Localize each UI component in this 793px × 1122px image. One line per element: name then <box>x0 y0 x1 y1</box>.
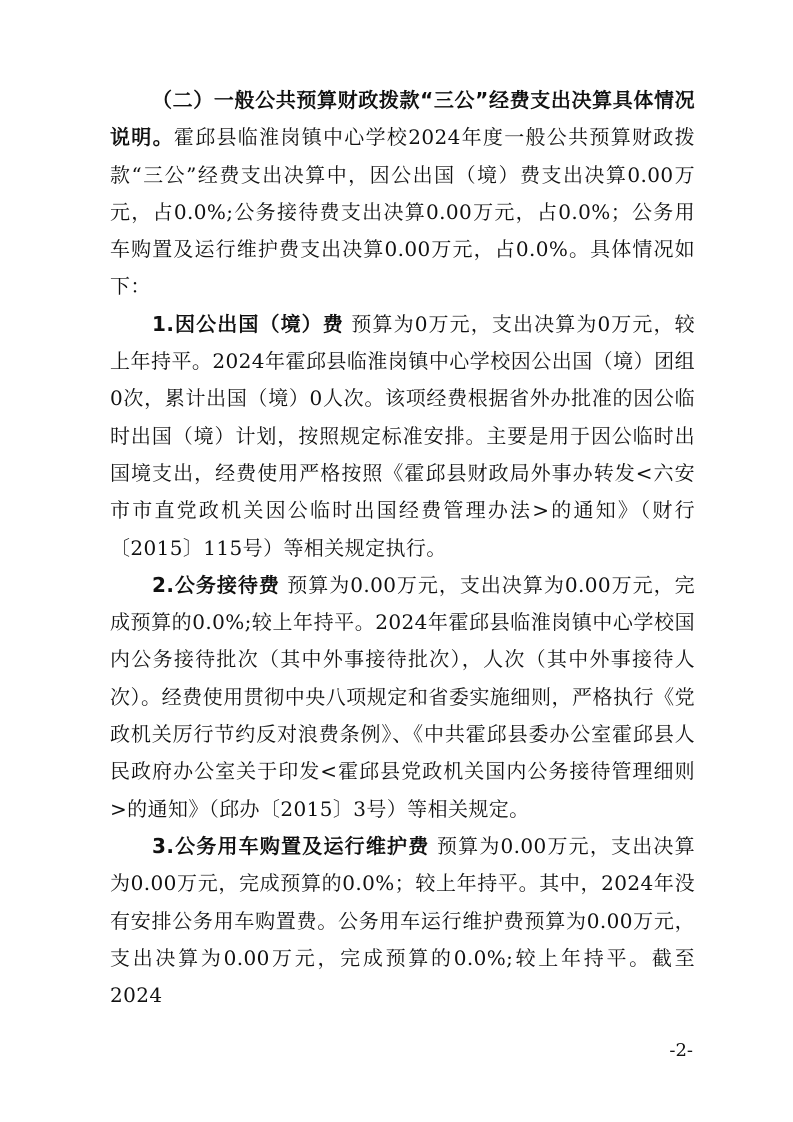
section-body: 霍邱县临淮岗镇中心学校2024年度一般公共预算财政拨款“三公”经费支出决算中，因公出国（境）费支出决算0.00万元，占0.0%;公务接待费支出决算0.00万元，占0.0%；公务用车购置及运行维护费支出决算0.00万元，占0.0%。具体情况如下： <box>110 125 695 299</box>
section-overseas-travel <box>110 306 695 567</box>
section-official-vehicles <box>110 828 695 1014</box>
section-body: 预算为0.00万元，支出决算为0.00万元，完成预算的0.0%；较上年持平。其中，2024年没有安排公务用车购置费。公务用车运行维护费预算为0.00万元，支出决算为0.00万元，完成预算的0.0%;较上年持平。截至2024 <box>110 833 695 1008</box>
section-heading: 3.公务用车购置及运行维护费 <box>152 833 430 858</box>
section-body: 预算为0.00万元，支出决算为0.00万元，完成预算的0.0%;较上年持平。2024年霍邱县临淮岗镇中心学校国内公务接待批次（其中外事接待批次），人次（其中外事接待人次）。经费使用贯彻中央八项规定和省委实施细则，严格执行《党政机关厉行节约反对浪费条例》、《中共霍邱县委办公室霍邱县人民政府办公室关于印发<霍邱县党政机关国内公务接待管理细则>的通知》（邱办〔2015〕3号）等相关规定。 <box>110 572 695 821</box>
section-body: 预算为0万元，支出决算为0万元，较上年持平。2024年霍邱县临淮岗镇中心学校因公出国（境）团组0次，累计出国（境）0人次。该项经费根据省外办批准的因公临时出国（境）计划，按照规定标准安排。主要是用于因公临时出国境支出，经费使用严格按照《霍邱县财政局外事办转发<六安市市直党政机关因公临时出国经费管理办法>的通知》（财行〔2015〕115号）等相关规定执行。 <box>110 311 696 560</box>
section-heading: 1.因公出国（境）费 <box>152 311 344 336</box>
page-number: -2- <box>669 1040 693 1061</box>
section-official-reception <box>110 567 695 828</box>
document-page <box>110 82 695 1014</box>
section-three-public-expenses-intro <box>110 82 695 306</box>
section-heading: 2.公务接待费 <box>152 572 280 597</box>
section-heading: （二）一般公共预算财政拨款“三公”经费支出决算具体情况说明。 <box>110 88 695 150</box>
